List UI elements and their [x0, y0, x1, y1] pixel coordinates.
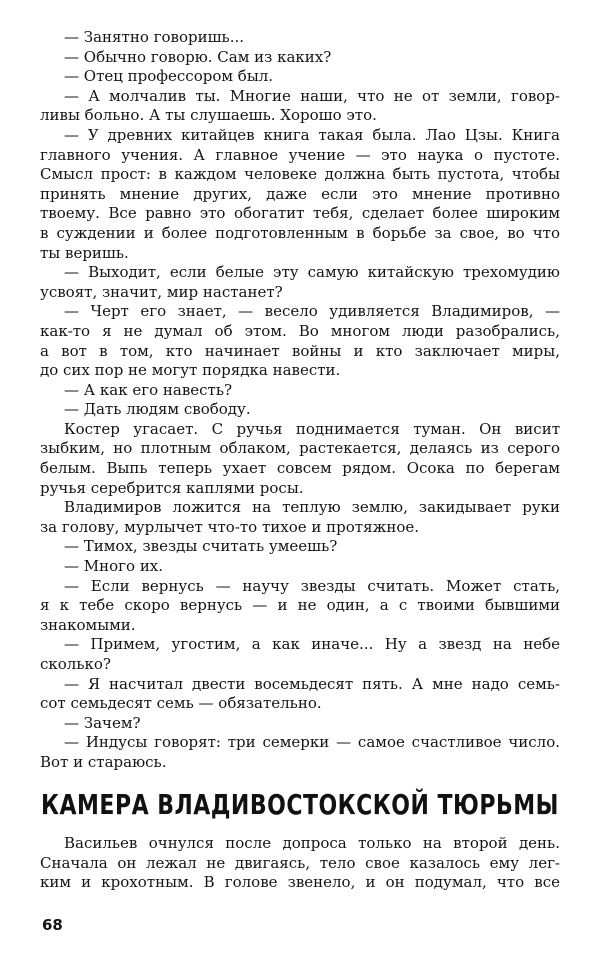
text-line: твоему. Все равно это обогатит тебя, сделает более широким — [40, 204, 560, 223]
text-line: Васильев очнулся после допроса только на второй день. — [64, 834, 560, 852]
text-line: — Обычно говорю. Сам из каких? — [64, 47, 332, 66]
text-line: — Если вернусь — научу звезды считать. Может стать, — [64, 576, 560, 595]
text-line: — Тимох, звезды считать умеешь? — [64, 537, 338, 556]
text-line: ливы больно. А ты слушаешь. Хорошо это. — [40, 106, 377, 125]
text-line: белым. Выпь теперь ухает совсем рядом. Осока по берегам — [40, 459, 560, 478]
text-line: Вот и стараюсь. — [40, 752, 167, 771]
dialogue-text-block — [40, 28, 560, 773]
text-line: я к тебе скоро вернусь — и не один, а с твоими бывшими — [40, 596, 560, 615]
text-line: — Занятно говоришь... — [64, 28, 244, 46]
text-line: а вот в том, кто начинает войны и кто заключает миры, — [40, 341, 560, 360]
text-line: — Черт его знает, — весело удивляется Владимиров, — — [64, 302, 560, 321]
text-line: ким и крохотным. В голове звенело, и он подумал, что все — [40, 873, 560, 892]
text-line: сот семьдесят семь — обязательно. — [40, 694, 322, 713]
text-line: — Выходит, если белые эту самую китайскую трехомудию — [64, 263, 560, 282]
text-line: главного учения. А главное учение — это наука о пустоте. — [40, 145, 560, 164]
text-line: — А как его навесть? — [64, 380, 233, 399]
text-line: — А молчалив ты. Многие наши, что не от земли, говор- — [64, 86, 560, 105]
text-line: за голову, мурлычет что-то тихое и протяжное. — [40, 517, 420, 536]
text-line: — Зачем? — [64, 713, 141, 732]
chapter-title: КАМЕРА ВЛАДИВОСТОКСКОЙ ТЮРЬМЫ — [41, 790, 559, 822]
text-line: — У древних китайцев книга такая была. Лао Цзы. Книга — [64, 125, 560, 144]
text-line: зыбким, но плотным облаком, растекается, делаясь из серого — [40, 439, 560, 458]
text-line: — Примем, угостим, а как иначе... Ну а звезд на небе — [64, 635, 560, 654]
text-line: знакомыми. — [40, 615, 136, 634]
text-line: ручья серебрится каплями росы. — [40, 478, 304, 497]
page-number: 68 — [42, 916, 63, 934]
text-line: — Индусы говорят: три семерки — самое счастливое число. — [64, 733, 560, 752]
text-line: как-то я не думал об этом. Во многом люди разобрались, — [40, 321, 560, 340]
text-line: — Много их. — [64, 557, 164, 576]
text-line: Владимиров ложится на теплую землю, закидывает руки — [64, 498, 560, 517]
text-line: усвоят, значит, мир настанет? — [40, 282, 283, 301]
text-line: — Отец профессором был. — [64, 67, 274, 86]
text-line: ты веришь. — [40, 243, 129, 262]
text-line: — Я насчитал двести восемьдесят пять. А мне надо семь- — [64, 674, 560, 693]
text-line: — Дать людям свободу. — [64, 400, 251, 419]
text-line: Костер угасает. С ручья поднимается туман. Он висит — [64, 419, 560, 438]
text-line: до сих пор не могут порядка навести. — [40, 361, 341, 380]
text-line: Сначала он лежал не двигаясь, тело свое казалось ему лег- — [40, 853, 560, 872]
text-line: принять мнение других, даже если это мнение противно — [40, 184, 560, 203]
text-line: в суждении и более подготовленным в борьбе за свое, во что — [40, 223, 560, 242]
chapter-text-block — [40, 834, 560, 893]
text-line: Смысл прост: в каждом человеке должна быть пустота, чтобы — [40, 165, 560, 184]
text-line: сколько? — [40, 655, 111, 673]
